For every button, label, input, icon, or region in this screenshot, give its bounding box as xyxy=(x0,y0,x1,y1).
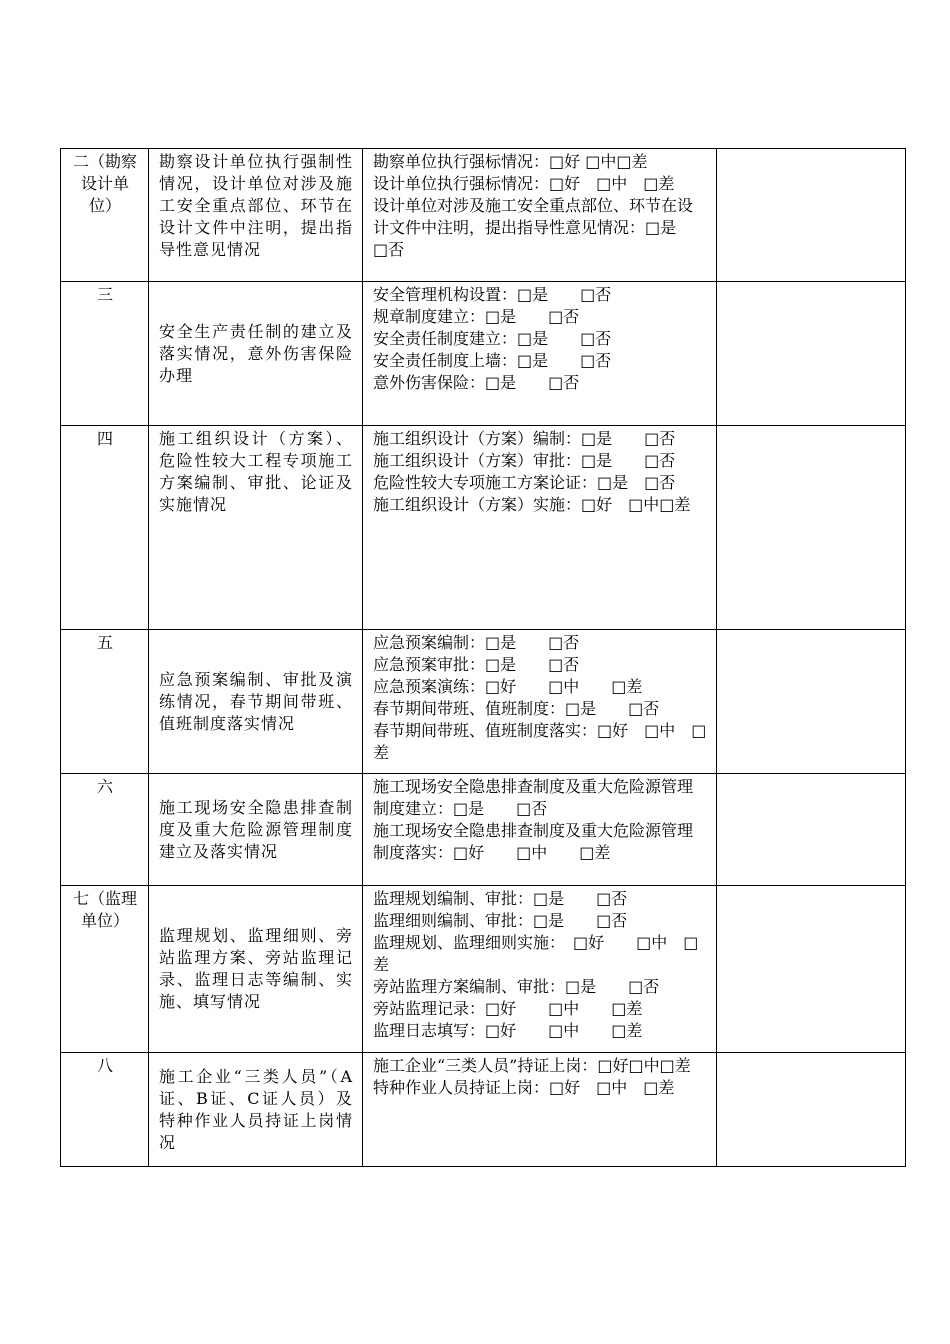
check-line: 设计单位执行强标情况：□好 □中 □差 xyxy=(373,174,675,193)
check-line: 旁站监理方案编制、审批：□是 □否 xyxy=(373,977,660,996)
check-line: 应急预案审批：□是 □否 xyxy=(373,655,580,674)
remarks-cell[interactable] xyxy=(717,1053,906,1167)
check-line: 勘察单位执行强标情况：□好 □中□差 xyxy=(373,152,648,171)
remarks-cell[interactable] xyxy=(717,630,906,774)
check-line: 危险性较大专项施工方案论证：□是 □否 xyxy=(373,473,676,492)
check-items xyxy=(363,886,717,1053)
check-items xyxy=(363,630,717,774)
item-number: 七（监理单位） xyxy=(61,886,149,1053)
item-number: 六 xyxy=(61,774,149,886)
check-line: 意外伤害保险：□是 □否 xyxy=(373,373,580,392)
inspection-topic: 安全生产责任制的建立及落实情况，意外伤害保险办理 xyxy=(149,282,363,426)
check-line: 施工组织设计（方案）编制：□是 □否 xyxy=(373,429,676,448)
check-line: 监理日志填写：□好 □中 □差 xyxy=(373,1021,643,1040)
check-line: 安全管理机构设置：□是 □否 xyxy=(373,285,612,304)
check-line: 规章制度建立：□是 □否 xyxy=(373,307,580,326)
check-line: 监理规划编制、审批：□是 □否 xyxy=(373,889,628,908)
check-line: 春节期间带班、值班制度落实：□好 □中 □差 xyxy=(373,721,707,762)
remarks-cell[interactable] xyxy=(717,426,906,630)
check-line: 施工组织设计（方案）实施：□好 □中□差 xyxy=(373,495,691,514)
check-items xyxy=(363,426,717,630)
inspection-topic: 勘察设计单位执行强制性情况，设计单位对涉及施工安全重点部位、环节在设计文件中注明，提出指导性意见情况 xyxy=(149,149,363,282)
inspection-topic: 监理规划、监理细则、旁站监理方案、旁站监理记录、监理日志等编制、实施、填写情况 xyxy=(149,886,363,1053)
check-line: 旁站监理记录：□好 □中 □差 xyxy=(373,999,643,1018)
remarks-cell[interactable] xyxy=(717,774,906,886)
table-row xyxy=(61,886,906,1053)
table-row xyxy=(61,282,906,426)
inspection-table xyxy=(60,148,906,1167)
remarks-cell[interactable] xyxy=(717,282,906,426)
item-number: 三 xyxy=(61,282,149,426)
item-number: 八 xyxy=(61,1053,149,1167)
check-line: 监理规划、监理细则实施： □好 □中 □差 xyxy=(373,933,699,974)
check-items xyxy=(363,774,717,886)
check-line: 安全责任制度上墙：□是 □否 xyxy=(373,351,612,370)
table-row xyxy=(61,774,906,886)
check-items xyxy=(363,1053,717,1167)
check-line: 施工企业“三类人员”持证上岗：□好□中□差 xyxy=(373,1056,691,1075)
check-items xyxy=(363,149,717,282)
check-line: 施工组织设计（方案）审批：□是 □否 xyxy=(373,451,676,470)
remarks-cell[interactable] xyxy=(717,149,906,282)
check-line: 应急预案编制：□是 □否 xyxy=(373,633,580,652)
check-line: 监理细则编制、审批：□是 □否 xyxy=(373,911,628,930)
remarks-cell[interactable] xyxy=(717,886,906,1053)
check-line: 春节期间带班、值班制度：□是 □否 xyxy=(373,699,660,718)
table-row xyxy=(61,426,906,630)
inspection-topic: 应急预案编制、审批及演练情况，春节期间带班、值班制度落实情况 xyxy=(149,630,363,774)
check-line: 特种作业人员持证上岗：□好 □中 □差 xyxy=(373,1078,675,1097)
item-number: 五 xyxy=(61,630,149,774)
check-line: 施工现场安全隐患排查制度及重大危险源管理制度落实：□好 □中 □差 xyxy=(373,821,694,862)
check-line: 设计单位对涉及施工安全重点部位、环节在设计文件中注明，提出指导性意见情况：□是 □否 xyxy=(373,196,709,259)
check-line: 施工现场安全隐患排查制度及重大危险源管理制度建立：□是 □否 xyxy=(373,777,694,818)
check-line: 安全责任制度建立：□是 □否 xyxy=(373,329,612,348)
item-number: 四 xyxy=(61,426,149,630)
check-items xyxy=(363,282,717,426)
inspection-topic: 施工企业“三类人员”（A证、B证、C证人员）及特种作业人员持证上岗情况 xyxy=(149,1053,363,1167)
inspection-topic: 施工现场安全隐患排查制度及重大危险源管理制度建立及落实情况 xyxy=(149,774,363,886)
table-row xyxy=(61,149,906,282)
item-number: 二（勘察设计单位） xyxy=(61,149,149,282)
table-row xyxy=(61,1053,906,1167)
inspection-topic: 施工组织设计（方案）、危险性较大工程专项施工方案编制、审批、论证及实施情况 xyxy=(149,426,363,630)
table-row xyxy=(61,630,906,774)
check-line: 应急预案演练：□好 □中 □差 xyxy=(373,677,643,696)
